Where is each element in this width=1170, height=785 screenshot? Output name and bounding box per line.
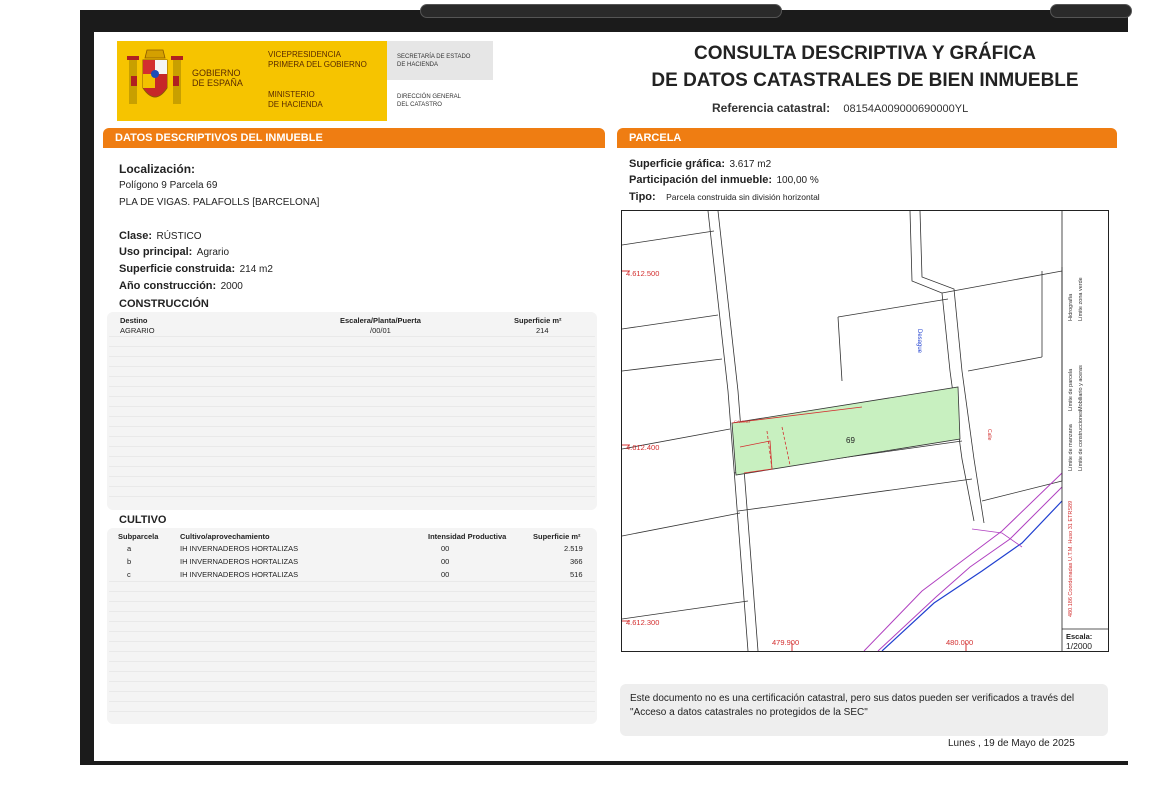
cons-row-superficie: 214 xyxy=(536,326,549,335)
tipo-row xyxy=(629,187,820,205)
table-row-line xyxy=(109,406,595,407)
superficie-label: Superficie construida: xyxy=(119,263,236,275)
table-row-line xyxy=(109,701,595,702)
secretaria-label: SECRETARÍA DE ESTADO DE HACIENDA xyxy=(397,54,471,68)
th-superficie: Superficie m² xyxy=(514,316,562,325)
y-label-4612400: 4.612.400 xyxy=(626,443,660,452)
legend-zona-verde: Límite zona verde xyxy=(1078,277,1084,321)
table-row-line xyxy=(109,376,595,377)
table-row-line xyxy=(109,486,595,487)
x-label-479900: 479.900 xyxy=(772,638,800,647)
gobierno-label: GOBIERNO DE ESPAÑA xyxy=(192,68,243,88)
anio-value: 2000 xyxy=(220,281,243,292)
th-escalera: Escalera/Planta/Puerta xyxy=(340,316,421,325)
clase-label: Clase: xyxy=(119,230,153,242)
table-row-line xyxy=(109,476,595,477)
table-row-line xyxy=(109,446,595,447)
document-title: CONSULTA DESCRIPTIVA Y GRÁFICA xyxy=(693,43,1037,64)
sup-grafica-label: Superficie gráfica: xyxy=(629,158,725,170)
document-subtitle: DE DATOS CATASTRALES DE BIEN INMUEBLE xyxy=(651,70,1079,91)
parcel-line xyxy=(738,479,972,511)
uso-label: Uso principal: xyxy=(119,246,193,258)
construccion-table xyxy=(107,312,597,510)
small-map-label: CAMINO xyxy=(734,419,750,424)
section-datos-descriptivos: DATOS DESCRIPTIVOS DEL INMUEBLE xyxy=(103,128,605,148)
th-cultivo: Cultivo/aprovechamiento xyxy=(180,532,270,541)
cult-row-b-sup: 366 xyxy=(570,557,583,566)
x-label-480000: 480.000 xyxy=(946,638,974,647)
legend-limite-parcela: Límite de parcela xyxy=(1068,368,1074,411)
cult-row-c-cultivo: IH INVERNADEROS HORTALIZAS xyxy=(180,570,299,579)
table-row-line xyxy=(109,336,595,337)
parcel-69-shape xyxy=(732,387,960,475)
table-row-line xyxy=(109,356,595,357)
cult-row-a-sub: a xyxy=(127,544,132,553)
cult-row-c-sup: 516 xyxy=(570,570,583,579)
cult-row-a-cultivo: IH INVERNADEROS HORTALIZAS xyxy=(180,544,299,553)
document-date: Lunes , 19 de Mayo de 2025 xyxy=(948,738,1075,749)
clase-value: RÚSTICO xyxy=(156,231,202,242)
superficie-value: 214 m2 xyxy=(239,264,273,275)
participacion-value: 100,00 % xyxy=(776,175,819,186)
ref-label: Referencia catastral: xyxy=(712,101,831,115)
table-row-line xyxy=(109,346,595,347)
sup-grafica-value: 3.617 m2 xyxy=(729,159,772,170)
tipo-label: Tipo: xyxy=(629,191,656,203)
disclaimer-note: Este documento no es una certificación catastral, pero sus datos pueden ser verificados a través del "Acceso a datos catastrales no protegidos de la SEC" xyxy=(620,684,1108,736)
th-intensidad: Intensidad Productiva xyxy=(428,532,507,541)
escala-label: Escala: xyxy=(1066,632,1093,641)
participacion-row xyxy=(629,170,819,188)
direccion-label: DIRECCIÓN GENERAL DEL CATASTRO xyxy=(397,94,462,108)
frame-pill xyxy=(420,4,782,18)
table-row-line xyxy=(109,641,595,642)
th-destino: Destino xyxy=(120,316,148,325)
uso-value: Agrario xyxy=(196,247,230,258)
parcel-line xyxy=(622,315,718,329)
cult-row-c-int: 00 xyxy=(441,570,450,579)
section-parcela: PARCELA xyxy=(617,128,1117,148)
table-row-line xyxy=(109,366,595,367)
cadastral-map[interactable] xyxy=(621,210,1109,652)
cons-row-destino: AGRARIO xyxy=(120,326,155,335)
street-label-2: Calle xyxy=(986,429,992,441)
table-row-line xyxy=(109,591,595,592)
parcel-line xyxy=(942,271,1062,293)
participacion-label: Participación del inmueble: xyxy=(629,174,773,186)
parcel-line xyxy=(622,359,722,371)
table-row-line xyxy=(109,601,595,602)
tipo-value: Parcela construida sin división horizontal xyxy=(666,192,820,202)
y-label-4612500: 4.612.500 xyxy=(626,269,660,278)
parcel-line xyxy=(968,357,1042,371)
table-row-line xyxy=(109,621,595,622)
manzana-boundary xyxy=(864,473,1062,651)
referencia-catastral xyxy=(712,101,968,115)
frame-pill-right xyxy=(1050,4,1132,18)
localizacion-line1: Polígono 9 Parcela 69 xyxy=(119,180,218,191)
localizacion-line2: PLA DE VIGAS. PALAFOLLS [BARCELONA] xyxy=(119,197,320,208)
ministerio-label: MINISTERIO DE HACIENDA xyxy=(268,90,323,109)
cult-row-a-int: 00 xyxy=(441,544,450,553)
cult-row-a-sup: 2.519 xyxy=(564,544,583,553)
manzana-boundary xyxy=(972,529,1022,547)
table-row-line xyxy=(109,631,595,632)
anio-row xyxy=(119,276,243,294)
legend-limite-manzana: Límite de manzana xyxy=(1068,424,1074,471)
th-subparcela: Subparcela xyxy=(118,532,159,541)
map-drawing xyxy=(622,211,1108,651)
y-label-4612300: 4.612.300 xyxy=(626,618,660,627)
table-row-line xyxy=(109,466,595,467)
localizacion-label: Localización: xyxy=(119,162,196,176)
table-row-line xyxy=(109,396,595,397)
table-row-line xyxy=(109,711,595,712)
escala-value: 1/2000 xyxy=(1066,641,1092,651)
legend-limite-construcciones: Límite de construcciones xyxy=(1078,410,1084,471)
th-superficie-cult: Superficie m² xyxy=(533,532,581,541)
table-row-line xyxy=(109,386,595,387)
parcel-line xyxy=(622,601,748,619)
parcel-line xyxy=(838,317,842,381)
table-row-line xyxy=(109,496,595,497)
manzana-boundary xyxy=(878,487,1062,651)
table-row-line xyxy=(109,426,595,427)
legend-coordenadas: 480.186 Coordenadas U.T.M. Huso 31 ETRS89 xyxy=(1068,500,1074,617)
street-label: Desague xyxy=(916,329,922,354)
table-row-line xyxy=(109,651,595,652)
frame-left xyxy=(80,10,94,765)
coat-of-arms-icon xyxy=(127,48,183,110)
vicepresidencia-label: VICEPRESIDENCIA PRIMERA DEL GOBIERNO xyxy=(268,50,367,69)
table-row-line xyxy=(109,661,595,662)
table-row-line xyxy=(109,416,595,417)
legend-hidrografia: Hidrografía xyxy=(1068,293,1074,321)
cult-row-c-sub: c xyxy=(127,570,131,579)
table-row-line xyxy=(109,581,595,582)
table-row-line xyxy=(109,691,595,692)
cult-row-b-sub: b xyxy=(127,557,132,566)
parcel-line xyxy=(622,513,740,536)
hidrografia-line xyxy=(882,501,1062,651)
parcel-number-label: 69 xyxy=(846,436,855,445)
superficie-row xyxy=(119,259,273,277)
ref-value: 08154A009000690000YL xyxy=(843,103,969,115)
cultivo-title: CULTIVO xyxy=(119,514,167,526)
table-row-line xyxy=(109,671,595,672)
cult-row-b-int: 00 xyxy=(441,557,450,566)
anio-label: Año construcción: xyxy=(119,280,217,292)
parcel-line xyxy=(622,231,714,245)
table-row-line xyxy=(109,436,595,437)
table-row-line xyxy=(109,456,595,457)
road-edge xyxy=(920,211,984,523)
parcel-line xyxy=(838,299,948,317)
cult-row-b-cultivo: IH INVERNADEROS HORTALIZAS xyxy=(180,557,299,566)
legend-mobiliario: Mobiliario y aceras xyxy=(1078,365,1084,411)
uso-row xyxy=(119,242,229,260)
table-row-line xyxy=(109,611,595,612)
road-edge xyxy=(910,211,974,521)
cons-row-escalera: /00/01 xyxy=(370,326,391,335)
frame-bottom xyxy=(80,761,1128,765)
table-row-line xyxy=(109,681,595,682)
construccion-title: CONSTRUCCIÓN xyxy=(119,298,209,310)
